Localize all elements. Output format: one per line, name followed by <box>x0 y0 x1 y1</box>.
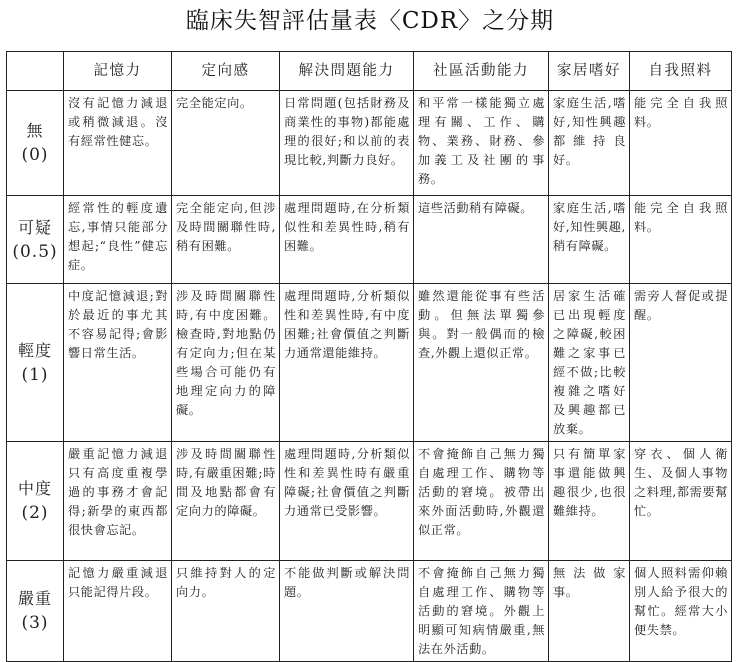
stage-label-cell <box>7 196 64 284</box>
stage-label-cell <box>7 442 64 561</box>
stage-score: (0) <box>21 145 49 165</box>
orientation-cell: 只維持對人的定向力。 <box>172 561 280 662</box>
personal-care-cell: 穿衣、個人衛生、及個人事物之料理,都需要幫忙。 <box>630 442 732 561</box>
orientation-cell: 完全能定向,但涉及時間關聯性時,稍有困難。 <box>172 196 280 284</box>
home-hobbies-cell: 居家生活確已出現輕度之障礙,較困難之家事已經不做;比較複雜之嗜好及興趣都已放棄。 <box>549 284 630 442</box>
memory-cell: 經常性的輕度遺忘,事情只能部分想起;“良性”健忘症。 <box>64 196 172 284</box>
problem-solving-cell: 處理問題時,分析類似性和差異性時,有中度困難;社會價值之判斷力通常還能維持。 <box>280 284 414 442</box>
home-hobbies-cell: 無法做家事。 <box>549 561 630 662</box>
orientation-cell: 完全能定向。 <box>172 91 280 196</box>
stage-name: 可疑 <box>17 217 52 237</box>
stage-name: 中度 <box>17 479 52 498</box>
problem-solving-cell: 處理問題時,在分析類似性和差異性時,稍有困難。 <box>280 196 414 284</box>
table-header-row <box>7 52 732 91</box>
stage-name: 無 <box>26 121 44 140</box>
memory-cell: 沒有記憶力減退或稍微減退。沒有經常性健忘。 <box>64 91 172 196</box>
community-affairs-cell: 不會掩飾自己無力獨自處理工作、購物等活動的窘境。外觀上明顯可知病情嚴重,無法在外活動。 <box>414 561 549 662</box>
personal-care-cell: 需旁人督促或提醒。 <box>630 284 732 442</box>
table-row-stage-severe <box>7 561 732 662</box>
header-corner <box>7 52 64 91</box>
stage-score: (1) <box>21 364 49 385</box>
personal-care-cell: 個人照料需仰賴別人給予很大的幫忙。經常大小便失禁。 <box>630 561 732 662</box>
personal-care-cell: 能完全自我照料。 <box>630 91 732 196</box>
table-row-stage-mild <box>7 284 732 442</box>
personal-care-cell: 能完全自我照料。 <box>630 196 732 284</box>
orientation-cell: 涉及時間關聯性時,有嚴重困難;時間及地點都會有定向力的障礙。 <box>172 442 280 561</box>
document-title: 臨床失智評估量表〈CDR〉之分期 <box>185 8 555 34</box>
header-community-affairs: 社區活動能力 <box>414 52 549 91</box>
home-hobbies-cell: 家庭生活,嗜好,知性興趣都維持良好。 <box>549 91 630 196</box>
community-affairs-cell: 這些活動稍有障礙。 <box>414 196 549 284</box>
cdr-staging-table <box>6 51 732 662</box>
community-affairs-cell: 雖然還能從事有些活動。但無法單獨參與。對一般偶而的檢查,外觀上還似正常。 <box>414 284 549 442</box>
memory-cell: 嚴重記憶力減退只有高度重複學過的事務才會記得;新學的東西都很快會忘記。 <box>64 442 172 561</box>
stage-score: (2) <box>21 503 49 523</box>
header-personal-care: 自我照料 <box>630 52 732 91</box>
problem-solving-cell: 不能做判斷或解決問題。 <box>280 561 414 662</box>
community-affairs-cell: 和平常一樣能獨立處理有關、工作、購物、業務、財務、參加義工及社團的事務。 <box>414 91 549 196</box>
header-home-hobbies: 家居嗜好 <box>549 52 630 91</box>
stage-label-cell <box>7 91 64 196</box>
table-row-stage-moderate <box>7 442 732 561</box>
memory-cell: 中度記憶減退;對於最近的事尤其不容易記得;會影響日常生活。 <box>64 284 172 442</box>
table-row-stage-questionable <box>7 196 732 284</box>
stage-label-cell <box>7 284 64 442</box>
header-problem-solving: 解決問題能力 <box>280 52 414 91</box>
home-hobbies-cell: 家庭生活,嗜好,知性興趣,稍有障礙。 <box>549 196 630 284</box>
orientation-cell: 涉及時間關聯性時,有中度困難。檢查時,對地點仍有定向力;但在某些場合可能仍有地理定向力的障礙。 <box>172 284 280 442</box>
stage-score: (0.5) <box>12 241 58 262</box>
stage-label-cell <box>7 561 64 662</box>
stage-name: 嚴重 <box>17 589 52 608</box>
problem-solving-cell: 處理問題時,分析類似性和差異性時有嚴重障礙;社會價值之判斷力通常已受影響。 <box>280 442 414 561</box>
problem-solving-cell: 日常問題(包括財務及商業性的事物)都能處理的很好;和以前的表現比較,判斷力良好。 <box>280 91 414 196</box>
header-orientation: 定向感 <box>172 52 280 91</box>
stage-score: (3) <box>21 613 49 633</box>
header-memory: 記憶力 <box>64 52 172 91</box>
table-row-stage-none <box>7 91 732 196</box>
stage-name: 輕度 <box>17 340 52 360</box>
home-hobbies-cell: 只有簡單家事還能做興趣很少,也很難維持。 <box>549 442 630 561</box>
community-affairs-cell: 不會掩飾自己無力獨自處理工作、購物等活動的窘境。被帶出來外面活動時,外觀還似正常。 <box>414 442 549 561</box>
memory-cell: 記憶力嚴重減退只能記得片段。 <box>64 561 172 662</box>
